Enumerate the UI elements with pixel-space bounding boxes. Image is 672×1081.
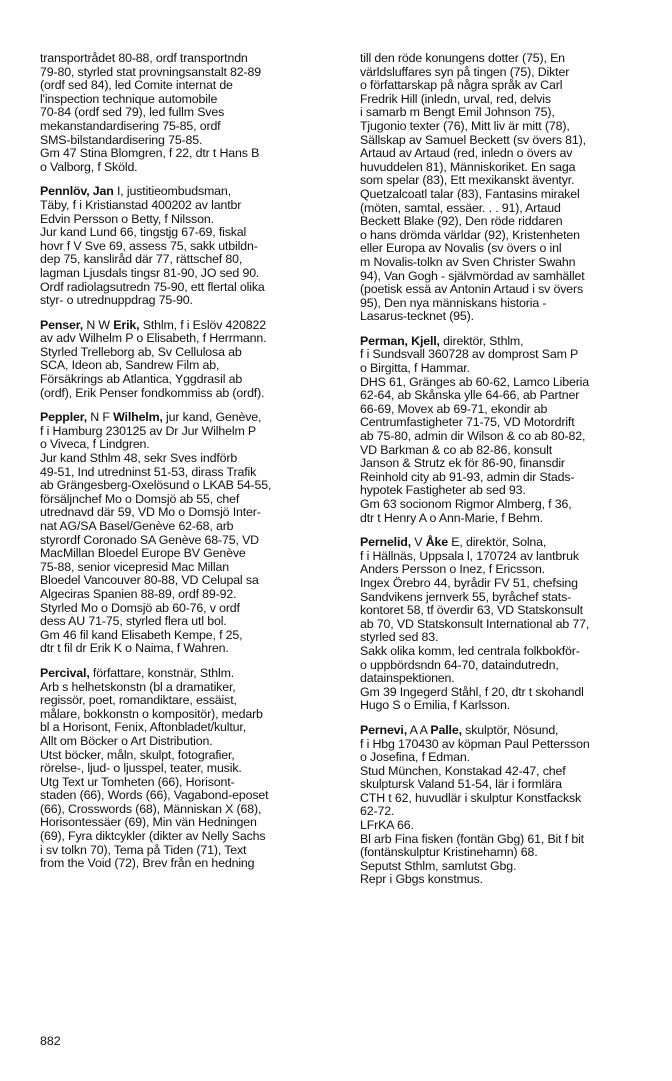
page-number: 882 — [40, 1034, 61, 1048]
entry-continuation-left — [40, 52, 340, 174]
entry-heading: Peppler, — [40, 410, 88, 425]
entry-text: transportrådet 80-88, ordf transportndn 79-80, styrled stat provningsanstalt 82-89 (ordf sed 84), led Comite internat de l'inspection technique automobile 70-84 (ordf sed 79), led fullm Sves mekanstandardisering 75-85, ordf SMS-bilstandardisering 75-85. Gm 47 Stina Blomgren, f 22, dtr t Hans B o Valborg, f Sköld. — [40, 51, 261, 174]
entry-initials: A A — [407, 722, 431, 737]
entry-body: författare, konstnär, Sthlm. Arb s helhetskonstn (bl a dramatiker, regissör, poet, romandiktare, essäist, målare, bokkonstn o kompositör), medarb bl a Horisont, Fenix, Aftonbladet/kultur, Allt om Böcker o Art Distribution. Utst böcker, måln, skulpt, fotografier, rörelse-, ljud- o ljusspel, teater, musik. Utg Text ur Tomheten (66), Horisont- staden (66), Words (66), Vagabond-eposet (66), Crosswords (68), Människan X (68), Horisontessäer (69), Min vän Hedningen (69), Fyra diktcykler (dikter av Nelly Sachs i sv tolkn 70), Tema på Tiden (71), Text from the Void (72), Brev från en hedning — [40, 665, 269, 871]
entry-heading: Pernevi, — [360, 722, 408, 737]
entry-pernevi — [360, 724, 660, 887]
entry-initials: N W — [83, 317, 114, 332]
entry-body: Sthlm, f i Eslöv 420822 av adv Wilhelm P o Elisabeth, f Herrmann. Styrled Trelleborg ab, Sv Cellulosa ab SCA, Ideon ab, Sandrew Film ab, Försäkrings ab Atlantica, Yggdrasil ab (ordf), Erik Penser fondkommiss ab (ordf). — [40, 317, 267, 400]
entry-perman — [360, 335, 660, 525]
entry-heading: Pennlöv, Jan — [40, 184, 114, 199]
entry-heading: Perman, Kjell, — [360, 333, 440, 348]
entry-body: E, direktör, Solna, f i Hällnäs, Uppsala l, 170724 av lantbruk Anders Persson o Inez, f Ericsson. Ingex Örebro 44, byrådir FV 51, chefsing Sandvikens jernverk 55, byråchef stats- kontoret 58, tf överdir 63, VD Statskonsult ab 70, VD Statskonsult International ab 77, styrled sed 83. Sakk olika komm, led centrala folkbokför- o uppbördsndn 64-70, dataindutredn, datainspektionen. Gm 39 Ingegerd Ståhl, f 20, dtr t skohandl Hugo S o Emilia, f Karlsson. — [360, 535, 590, 713]
entry-heading: Percival, — [40, 665, 90, 680]
entry-text — [40, 319, 340, 401]
entry-heading: Penser, — [40, 317, 84, 332]
entry-heading-name: Palle, — [430, 722, 462, 737]
entry-text — [360, 724, 660, 887]
entry-body: I, justitieombudsman, Täby, f i Kristianstad 400202 av lantbr Edvin Persson o Betty, f Nilsson. Jur kand Lund 66, tingstjg 67-69, fiskal hovr f V Sve 69, assess 75, sakk utbildn- dep 75, kanslіråd där 77, rättschef 80, lagman Ljusdals tingsr 81-90, JO sed 90. Ordf radiolagsutredn 75-90, ett flertal olika styr- o utrednuppdrag 75-90. — [40, 184, 265, 308]
entry-percival — [40, 667, 340, 871]
entry-penser — [40, 319, 340, 401]
right-column — [360, 52, 660, 898]
entry-continuation-right — [360, 52, 660, 324]
entry-heading-name: Wilhelm, — [113, 410, 163, 425]
entry-pernelid — [360, 536, 660, 713]
entry-heading-name: Åke — [425, 535, 448, 550]
entry-text — [40, 667, 340, 871]
entry-heading-name: Erik, — [113, 317, 140, 332]
entry-pennlov — [40, 185, 340, 307]
entry-text — [40, 411, 340, 656]
left-column — [40, 52, 340, 882]
entry-text — [360, 335, 660, 525]
entry-body: jur kand, Genève, f i Hamburg 230125 av Dr Jur Wilhelm P o Viveca, f Lindgren. Jur kand Sthlm 48, sekr Sves indförb 49-51, Ind utredninst 51-53, dirass Trafik ab Grängesberg-Oxelösund o LKAB 54-55, försäljnchef Mo o Domsjö ab 55, chef utrednavd där 59, VD Mo o Domsjö Inter- nat AG/SA Basel/Genève 62-68, arb styrordf Coronado SA Genève 68-75, VD MacMillan Bloedel Europe BV Genève 75-88, senior vicepresid Mac Millan Bloedel Vancouver 80-88, VD Celupal sa Algeciras Spanien 88-89, ordf 89-92. Styrled Mo o Domsjö ab 60-76, v ordf dess AU 71-75, styrled flera utl bol. Gm 46 fil kand Elisabeth Kempe, f 25, dtr t fil dr Erik K o Naima, f Wahren. — [40, 410, 272, 656]
entry-heading: Pernelid, — [360, 535, 411, 550]
entry-text — [360, 536, 660, 713]
entry-peppler — [40, 411, 340, 656]
entry-body: direktör, Sthlm, f i Sundsvall 360728 av domprost Sam P o Birgitta, f Hammar. DHS 61, Gränges ab 60-62, Lamco Liberia 62-64, ab Skånska ylle 64-66, ab Partner 66-69, Movex ab 69-71, ekondir ab Centrumfastigheter 71-75, VD Motordrift ab 75-80, admin dir Wilson & co ab 80-82, VD Barkman & co ab 82-86, konsult Janson & Strutz ek för 86-90, finansdir Reinhold city ab 91-93, admin dir Stads- hypotek Fastigheter ab sed 93. Gm 63 socionom Rigmor Almberg, f 36, dtr t Henry A o Ann-Marie, f Behm. — [360, 333, 590, 525]
entry-body: skulptör, Nösund, f i Hbg 170430 av köpman Paul Pettersson o Josefina, f Edman. Stud München, Konstakad 42-47, chef skulptursk Valand 51-54, lär i formlära CTH t 62, huvudlär i skulptur Konstfacksk 62-72. LFrKA 66. Bl arb Fina fisken (fontän Gbg) 61, Bit f bit (fontänskulptur Kristinehamn) 68. Seputst Sthlm, samlutst Gbg. Repr i Gbgs konstmus. — [360, 722, 590, 887]
entry-initials: V — [410, 535, 426, 550]
entry-text — [40, 185, 340, 307]
entry-text: till den röde konungens dotter (75), En världsluffares syn på tingen (75), Dikter o författarskap på några språk av Carl Fredrik Hill (inledn, urval, red, delvis i samarb m Bengt Emil Johnson 75), Tjugonio texter (76), Mitt liv är mitt (78), Sällskap av Samuel Beckett (sv övers 81), Artaud av Artaud (red, inledn o övers av huvuddelen 81), Människoriket. En saga som spelar (83), Ett mexikanskt äventyr. Quetzalcoatl talar (83), Fantasins mirakel (möten, samtal, essäer. . . 91), Artaud Beckett Blake (92), Den röde riddaren o hans drömda världar (92), Kristenheten eller Europa av Novalis (sv övers o inl m Novalis-tolkn av Sven Christer Swahn 94), Van Gogh - självmördad av samhället (poetisk essä av Antonin Artaud i sv övers 95), Den nya människans historia - Lasarus-tecknet (95). — [360, 51, 586, 324]
entry-initials: N F — [87, 410, 114, 425]
